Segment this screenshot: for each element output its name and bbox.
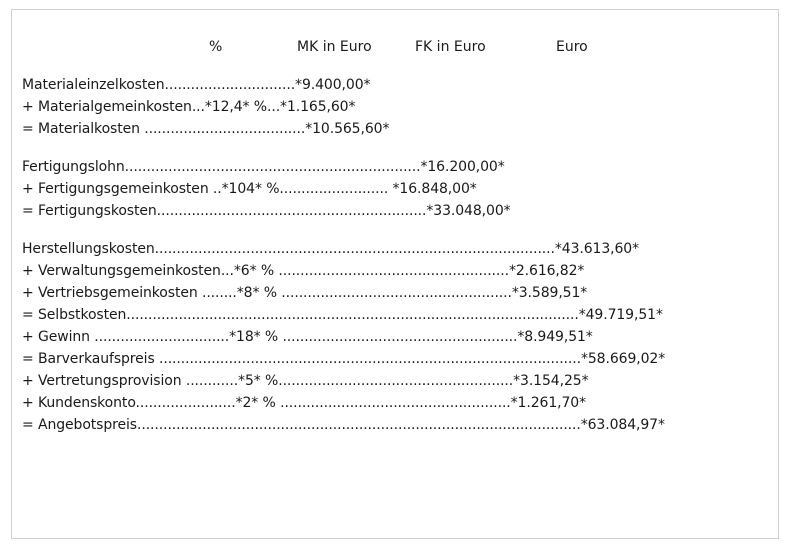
row-verwaltungsgemeinkosten: + Verwaltungsgemeinkosten...*6* % .....................................................*2.616,82* (22, 263, 585, 279)
row-vertriebsgemeinkosten: + Vertriebsgemeinkosten ........*8* % .....................................................*3.589,51* (22, 285, 588, 301)
row-barverkaufspreis: = Barverkaufspreis .................................................................................................*58.669,02* (22, 351, 666, 367)
row-vertretungsprovision: + Vertretungsprovision ............*5* %......................................................*3.154,25* (22, 373, 589, 389)
row-materialkosten: = Materialkosten .....................................*10.565,60* (22, 121, 390, 137)
row-angebotspreis: = Angebotspreis......................................................................................................*63.084,97* (22, 417, 665, 433)
row-herstellungskosten: Herstellungskosten............................................................................................*43.613,60* (22, 241, 640, 257)
header-euro: Euro (556, 39, 588, 55)
row-materialeinzelkosten: Materialeinzelkosten..............................*9.400,00* (22, 77, 371, 93)
row-fertigungsgemeinkosten: + Fertigungsgemeinkosten ..*104* %......................... *16.848,00* (22, 181, 477, 197)
header-percent: % (209, 39, 223, 55)
row-fertigungslohn: Fertigungslohn....................................................................*16.200,00* (22, 159, 505, 175)
header-fk-in-euro: FK in Euro (415, 39, 486, 55)
row-materialgemeinkosten: + Materialgemeinkosten...*12,4* %...*1.165,60* (22, 99, 356, 115)
row-kundenskonto: + Kundenskonto.......................*2* % .....................................................*1.261,70* (22, 395, 587, 411)
row-gewinn: + Gewinn ...............................*18* % ......................................................*8.949,51* (22, 329, 593, 345)
header-mk-in-euro: MK in Euro (297, 39, 372, 55)
row-fertigungskosten: = Fertigungskosten..............................................................*33.048,00* (22, 203, 511, 219)
row-selbstkosten: = Selbstkosten........................................................................................................*49.719,51* (22, 307, 663, 323)
